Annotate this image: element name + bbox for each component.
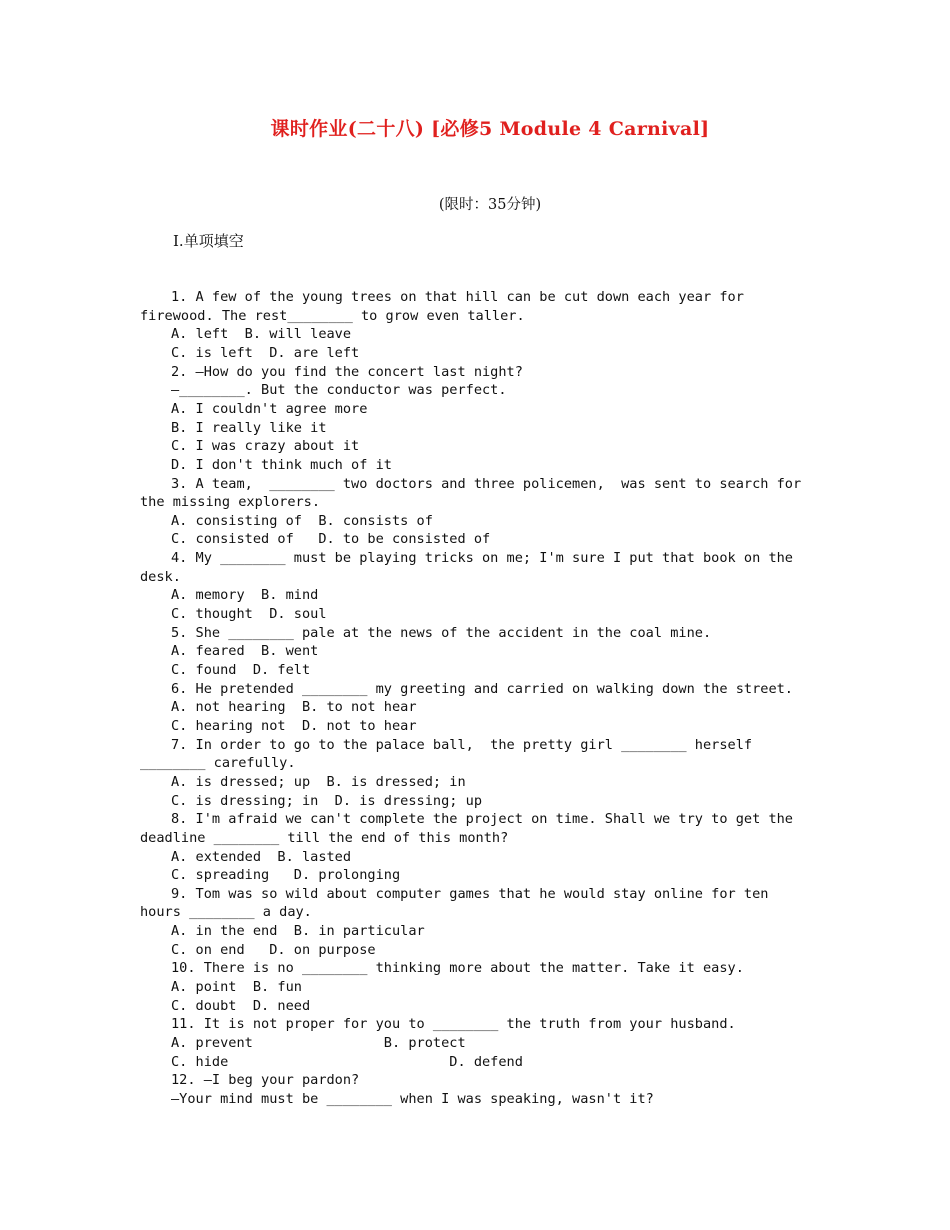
text-line: the missing explorers. bbox=[140, 494, 321, 511]
text-line: C. consisted of D. to be consisted of bbox=[171, 531, 491, 548]
text-line: C. hearing not D. not to hear bbox=[171, 717, 417, 734]
text-line: desk. bbox=[140, 568, 181, 585]
text-line: C. is left D. are left bbox=[171, 344, 360, 361]
text-line: 7. In order to go to the palace ball, the pretty girl ________ herself bbox=[171, 736, 753, 753]
text-line: A. left B. will leave bbox=[171, 326, 352, 343]
text-line: C. spreading D. prolonging bbox=[171, 867, 401, 884]
text-line: A. extended B. lasted bbox=[171, 848, 352, 865]
text-line: firewood. The rest________ to grow even taller. bbox=[140, 307, 525, 324]
text-line: C. found D. felt bbox=[171, 662, 311, 678]
text-line: C. hide D. defend bbox=[171, 1053, 523, 1070]
text-line: A. point B. fun bbox=[171, 979, 302, 996]
text-line: A. I couldn't agree more bbox=[171, 400, 368, 417]
text-line: A. memory B. mind bbox=[171, 587, 319, 604]
text-line: C. I was crazy about it bbox=[171, 438, 360, 455]
text-line: D. I don't think much of it bbox=[171, 456, 392, 473]
text-line: 8. I'm afraid we can't complete the project on time. Shall we try to get the bbox=[171, 811, 793, 828]
text-line: A. is dressed; up B. is dressed; in bbox=[171, 773, 466, 790]
text-line: 3. A team, ________ two doctors and three policemen, was sent to search for bbox=[171, 475, 802, 492]
text-line: B. I really like it bbox=[171, 419, 327, 436]
page-title: 课时作业(二十八) [必修5 Module 4 Carnival] bbox=[270, 118, 710, 140]
text-line: C. is dressing; in D. is dressing; up bbox=[171, 792, 482, 809]
text-line: A. feared B. went bbox=[171, 643, 319, 660]
text-line: 5. She ________ pale at the news of the accident in the coal mine. bbox=[171, 624, 712, 641]
time-limit: (限时：35分钟) bbox=[438, 197, 542, 213]
text-line: 4. My ________ must be playing tricks on me; I'm sure I put that book on the bbox=[171, 550, 793, 567]
section-heading: Ⅰ.单项填空 bbox=[173, 232, 244, 250]
text-line: C. on end D. on purpose bbox=[171, 941, 376, 958]
text-line: 6. He pretended ________ my greeting and carried on walking down the street. bbox=[171, 680, 793, 697]
text-line: 11. It is not proper for you to ________ the truth from your husband. bbox=[171, 1016, 736, 1033]
text-line: A. not hearing B. to not hear bbox=[171, 699, 417, 716]
text-line: C. thought D. soul bbox=[171, 606, 327, 623]
text-line: 2. —How do you find the concert last night? bbox=[171, 363, 523, 380]
text-line: A. in the end B. in particular bbox=[171, 923, 425, 940]
text-line: hours ________ a day. bbox=[140, 904, 312, 921]
text-line: A. prevent B. protect bbox=[171, 1035, 466, 1051]
text-line: 12. —I beg your pardon? bbox=[171, 1072, 360, 1089]
text-line: —________. But the conductor was perfect. bbox=[171, 382, 507, 399]
text-line: 1. A few of the young trees on that hill can be cut down each year for bbox=[171, 289, 744, 305]
text-line: C. doubt D. need bbox=[171, 997, 311, 1014]
text-line: A. consisting of B. consists of bbox=[171, 512, 433, 529]
text-line: —Your mind must be ________ when I was speaking, wasn't it? bbox=[171, 1090, 654, 1107]
text-line: deadline ________ till the end of this month? bbox=[140, 829, 509, 846]
text-line: 9. Tom was so wild about computer games that he would stay online for ten bbox=[171, 885, 769, 902]
text-line: ________ carefully. bbox=[140, 755, 296, 772]
text-line: 10. There is no ________ thinking more about the matter. Take it easy. bbox=[171, 960, 744, 977]
